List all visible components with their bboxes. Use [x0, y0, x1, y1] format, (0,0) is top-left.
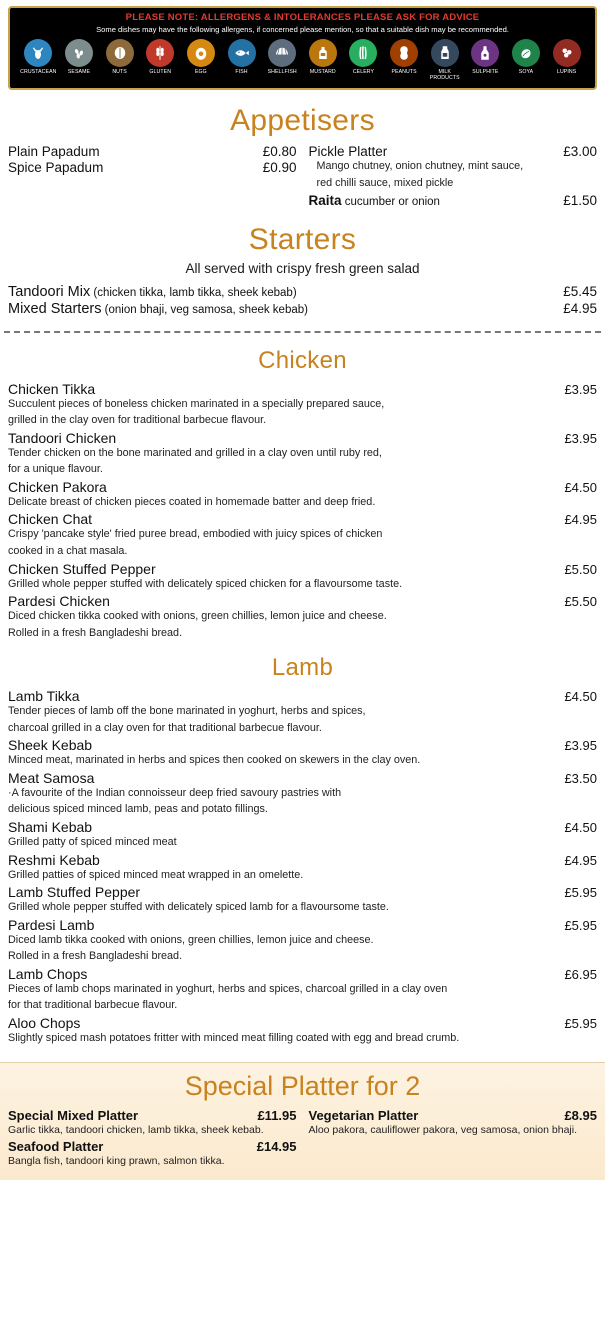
allergen-label: GLUTEN: [149, 69, 172, 75]
allergen-item: [465, 39, 506, 76]
gluten-icon: [146, 39, 174, 67]
peanuts-icon: [390, 39, 418, 67]
dish-price: £11.95: [257, 1107, 297, 1123]
menu-item: [8, 884, 597, 915]
menu-item: [8, 284, 597, 300]
dish-price: £3.95: [564, 430, 597, 446]
allergen-label: PEANUTS: [391, 69, 417, 75]
allergen-item: [140, 39, 181, 76]
allergen-label: MILK PRODUCTS: [429, 69, 460, 81]
dish-name: Meat Samosa: [8, 769, 95, 786]
menu-item: [8, 737, 597, 768]
dish-name: Reshmi Kebab: [8, 851, 100, 868]
dish-name: Sheek Kebab: [8, 737, 93, 754]
allergen-banner-subtitle: Some dishes may have the following allergens, if concerned please mention, so that a suitable dish may be recommended.: [96, 25, 509, 34]
dish-description: Mango chutney, onion chutney, mint sauce,: [316, 160, 524, 173]
dish-description: Tender chicken on the bone marinated and grilled in a clay oven until ruby red,: [8, 446, 382, 459]
dish-name: Shami Kebab: [8, 819, 93, 835]
sulphite-icon: [471, 39, 499, 67]
menu-item: [8, 1108, 297, 1137]
menu-item: [8, 561, 597, 592]
dish-description: for a unique flavour.: [8, 463, 103, 476]
dish-name: Pardesi Lamb: [8, 916, 95, 933]
allergen-item: [302, 39, 343, 76]
allergen-banner: [8, 6, 597, 90]
section-title-starters: Starters: [248, 222, 357, 256]
dish-description: Diced lamb tikka cooked with onions, green chillies, lemon juice and cheese.: [8, 933, 374, 946]
allergen-item: [343, 39, 384, 76]
allergen-label: SESAME: [67, 69, 91, 75]
dish-name: [8, 284, 297, 300]
menu-item: [8, 430, 597, 477]
menu-item: [8, 819, 597, 850]
allergen-item: [181, 39, 222, 76]
dish-description: grilled in the clay oven for traditional barbecue flavour.: [8, 414, 267, 427]
dish-price: £3.50: [564, 770, 597, 786]
menu-item: [8, 144, 297, 159]
dish-price: £14.95: [256, 1138, 297, 1154]
egg-icon: [187, 39, 215, 67]
section-title-chicken: Chicken: [258, 346, 347, 374]
dish-name-main: Mixed Starters: [8, 300, 102, 317]
allergen-item: [221, 39, 262, 76]
section-title-appetisers: Appetisers: [230, 104, 375, 138]
allergen-label: FISH: [235, 69, 248, 75]
dish-name: Chicken Tikka: [8, 380, 96, 397]
dish-name-main: Tandoori Mix: [8, 283, 91, 300]
dish-description: cooked in a chat masala.: [8, 544, 128, 557]
dish-price: £4.95: [563, 300, 597, 316]
dish-description: Minced meat, marinated in herbs and spices then cooked on skewers in the clay oven.: [8, 754, 421, 767]
dish-name: Pickle Platter: [308, 144, 388, 160]
menu-item: [8, 593, 597, 640]
dish-price: £4.50: [564, 689, 597, 705]
dish-price: £1.50: [563, 192, 597, 208]
menu-item: [8, 966, 597, 1013]
milk-icon: [431, 39, 459, 67]
dish-name: Chicken Chat: [8, 511, 93, 528]
dish-name: [309, 193, 440, 208]
appetisers-right-column: [303, 144, 598, 208]
dish-description: Pieces of lamb chops marinated in yoghurt, herbs and spices, charcoal grilled in a clay oven: [8, 982, 448, 995]
dish-price: £5.95: [564, 885, 597, 901]
menu-item: [8, 688, 597, 735]
dish-name-note: cucumber or onion: [341, 195, 440, 208]
dish-description: Rolled in a fresh Bangladeshi bread.: [8, 950, 183, 963]
celery-icon: [349, 39, 377, 67]
dish-description: ·A favourite of the Indian connoisseur deep fried savoury pastries with: [8, 786, 342, 799]
allergen-item: [262, 39, 303, 76]
menu-item: [8, 301, 597, 317]
lupins-icon: [553, 39, 581, 67]
mustard-icon: [309, 39, 337, 67]
dish-price: £3.00: [563, 144, 597, 160]
section-divider: [4, 331, 601, 333]
allergen-label: NUTS: [112, 69, 127, 75]
allergen-label: LUPINS: [556, 69, 577, 75]
dish-name-note: (chicken tikka, lamb tikka, sheek kebab): [90, 286, 297, 299]
section-title-special-platter: Special Platter for 2: [184, 1070, 421, 1101]
dish-price: £3.95: [564, 381, 597, 397]
dish-price: £5.45: [563, 283, 597, 299]
menu-item: [8, 479, 597, 510]
allergen-item: [506, 39, 547, 76]
dish-name: Lamb Chops: [8, 965, 88, 982]
menu-item: [309, 144, 598, 190]
dish-name: Seafood Platter: [8, 1138, 104, 1154]
dish-price: £5.50: [564, 594, 597, 610]
shellfish-icon: [268, 39, 296, 67]
dish-description: Bangla fish, tandoori king prawn, salmon tikka.: [8, 1154, 225, 1167]
dish-description: Slightly spiced mash potatoes fritter with minced meat filling coated with egg and bread crumb.: [8, 1031, 460, 1044]
dish-description: Tender pieces of lamb off the bone marinated in yoghurt, herbs and spices,: [8, 705, 366, 718]
dish-description: Crispy 'pancake style' fried puree bread, embodied with juicy spices of chicken: [8, 528, 383, 541]
dish-name: Special Mixed Platter: [8, 1107, 139, 1123]
allergen-icon-row: [16, 39, 589, 81]
allergen-label: SULPHITE: [472, 69, 499, 75]
dish-price: £0.80: [262, 144, 297, 160]
special-platter-right-column: [303, 1108, 598, 1170]
fish-icon: [228, 39, 256, 67]
special-platter-section: [0, 1062, 605, 1180]
dish-description: Grilled patties of spiced minced meat wrapped in an omelette.: [8, 868, 304, 881]
allergen-label: SHELLFISH: [267, 69, 297, 75]
allergen-label: CELERY: [352, 69, 375, 75]
dish-name-note: (onion bhaji, veg samosa, sheek kebab): [101, 303, 308, 316]
dish-price: £4.95: [564, 852, 597, 868]
dish-name: Pardesi Chicken: [8, 593, 110, 610]
dish-price: £3.95: [564, 738, 597, 754]
dish-name: Plain Papadum: [8, 144, 100, 160]
menu-item: [8, 1015, 597, 1046]
dish-description: Grilled whole pepper stuffed with delicately spiced lamb for a flavoursome taste.: [8, 901, 389, 914]
appetisers-left-column: [8, 144, 303, 208]
soya-icon: [512, 39, 540, 67]
allergen-banner-title: PLEASE NOTE: ALLERGENS & INTOLERANCES PLEASE ASK FOR ADVICE: [125, 12, 480, 23]
crustacean-icon: [24, 39, 52, 67]
sesame-icon: [65, 39, 93, 67]
special-platter-left-column: [8, 1108, 303, 1170]
dish-name: Tandoori Chicken: [8, 429, 117, 446]
allergen-label: EGG: [194, 69, 207, 75]
allergen-label: CRUSTACEAN: [20, 69, 57, 75]
dish-description: delicious spiced minced lamb, peas and potato fillings.: [8, 803, 268, 816]
dish-name: Chicken Stuffed Pepper: [8, 560, 156, 577]
allergen-item: [384, 39, 425, 76]
dish-description: red chilli sauce, mixed pickle: [316, 177, 454, 189]
dish-name: Vegetarian Platter: [308, 1107, 419, 1123]
menu-item: [8, 1139, 297, 1168]
dish-price: £4.95: [564, 512, 597, 528]
dish-description: Delicate breast of chicken pieces coated in homemade batter and deep fried.: [8, 495, 376, 508]
menu-item: [8, 917, 597, 964]
dish-price: £4.50: [564, 479, 597, 495]
dish-name: [8, 301, 308, 317]
starters-subtitle: All served with crispy fresh green salad: [185, 260, 420, 276]
allergen-label: SOYA: [518, 69, 534, 75]
dish-description: charcoal grilled in a clay oven for that traditional barbecue flavour.: [8, 721, 322, 734]
nuts-icon: [106, 39, 134, 67]
dish-price: £5.50: [564, 561, 597, 577]
dish-description: for that traditional barbecue flavour.: [8, 999, 178, 1012]
dish-name-main: Raita: [308, 192, 342, 208]
dish-price: £6.95: [564, 966, 597, 982]
dish-description: Diced chicken tikka cooked with onions, green chillies, lemon juice and cheese.: [8, 610, 387, 623]
dish-description: Aloo pakora, cauliflower pakora, veg samosa, onion bhaji.: [308, 1123, 577, 1136]
dish-name: Aloo Chops: [8, 1014, 81, 1031]
menu-item: [309, 1108, 598, 1137]
dish-description: Grilled patty of spiced minced meat: [8, 836, 177, 848]
menu-item: [8, 852, 597, 883]
dish-price: £5.95: [564, 917, 597, 933]
dish-name: Lamb Stuffed Pepper: [8, 884, 141, 901]
dish-name: Spice Papadum: [8, 160, 104, 176]
dish-name: Chicken Pakora: [8, 478, 107, 495]
dish-price: £8.95: [564, 1107, 597, 1123]
menu-item: [8, 160, 297, 175]
dish-price: £4.50: [564, 820, 597, 835]
dish-price: £5.95: [564, 1015, 597, 1031]
allergen-item: [18, 39, 59, 76]
starters-section: [0, 284, 605, 317]
dish-price: £0.90: [262, 160, 297, 176]
section-title-lamb: Lamb: [271, 654, 334, 682]
allergen-label: MUSTARD: [309, 69, 336, 75]
allergen-item: [99, 39, 140, 76]
menu-item: [8, 770, 597, 817]
allergen-item: [546, 39, 587, 76]
dish-description: Rolled in a fresh Bangladeshi bread.: [8, 626, 183, 639]
dish-description: Succulent pieces of boneless chicken marinated in a specially prepared sauce,: [8, 397, 385, 410]
menu-item: [309, 193, 598, 208]
menu-item: [8, 511, 597, 558]
dish-description: Garlic tikka, tandoori chicken, lamb tikka, sheek kebab.: [8, 1123, 264, 1136]
allergen-item: [59, 39, 100, 76]
dish-name: Lamb Tikka: [8, 688, 80, 705]
appetisers-section: [0, 144, 605, 208]
dish-description: Grilled whole pepper stuffed with delicately spiced chicken for a flavoursome taste.: [8, 577, 403, 590]
allergen-item: [424, 39, 465, 81]
chicken-section: [0, 381, 605, 641]
menu-item: [8, 381, 597, 428]
lamb-section: [0, 688, 605, 1045]
